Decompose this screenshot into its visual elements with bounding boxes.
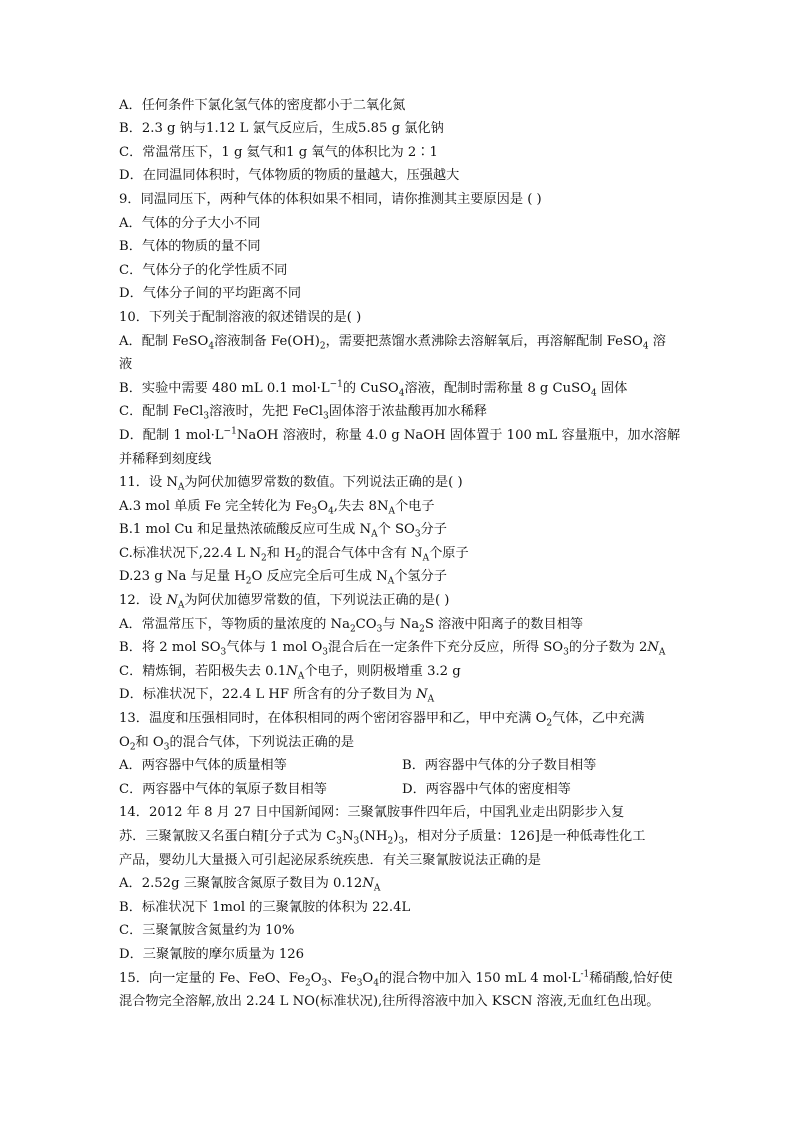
q9-option-b: B．气体的物质的量不同 xyxy=(119,239,261,254)
q9-option-d: D．气体分子间的平均距离不同 xyxy=(119,286,302,301)
q12-option-a: A．常温常压下，等物质的量浓度的 $Na_2CO_3$与 $Na_2S$ 溶液中阳离子的数目相等 xyxy=(119,617,584,635)
q10-option-b: B．实验中需要 480 mL 0.1 $mol\cdot L^{-1}$的 CuSO$_4$溶液，配制时需称量 8 g CuSO$_4$ 固体 xyxy=(119,379,628,399)
q8-option-d: D．在同温同体积时，气体物质的物质的量越大，压强越大 xyxy=(119,168,460,183)
q14-stem: 14．2012 年 8 月 27 日中国新闻网：三聚氰胺事件四年后，中国乳业走出阴影步入复 xyxy=(119,805,625,820)
q10-stem: 10．下列关于配制溶液的叙述错误的是( ) xyxy=(119,310,362,325)
q14-stem-line-2: 苏．三聚氰胺又名蛋白精[分子式为 $C_3N_3(NH_2)_3$，相对分子质量：126]是一种低毒性化工 xyxy=(119,829,646,847)
q13-option-d: D．两容器中气体的密度相等 xyxy=(402,782,571,797)
q9-option-a: A．气体的分子大小不同 xyxy=(119,216,261,231)
q11-stem: 11．设 $N_A$为阿伏加德罗常数的数值。下列说法正确的是( ) xyxy=(119,475,463,493)
q12-option-b: B．将 2 mol $SO_3$气体与 1 mol $O_3$混合后在一定条件下充分反应，所得 $SO_3$的分子数为 $2N_A$ xyxy=(119,640,666,658)
q13-option-a: A．两容器中气体的质量相等 xyxy=(119,758,287,773)
q10-option-d-continued: 并稀释到刻度线 xyxy=(119,452,212,467)
q10-option-a: A．配制 FeSO$_4$溶液制备 $Fe(OH)_2$，需要把蒸馏水煮沸除去溶解氧后，再溶解配制 FeSO$_4$ 溶 xyxy=(119,334,666,352)
q15-stem: 15．向一定量的 Fe、FeO、$Fe_2O_3$、$Fe_3O_4$的混合物中加入 150 mL 4 $mol\cdot L^{-1}$稀硝酸,恰好使 xyxy=(119,969,673,989)
q10-option-c: C．配制 FeCl$_3$溶液时，先把 FeCl$_3$固体溶于浓盐酸再加水稀释 xyxy=(119,404,487,422)
q14-option-a: A．2.52g 三聚氰胺含氮原子数目为 $0.12N_A$ xyxy=(119,876,381,894)
q11-option-b: B.1 mol Cu 和足量热浓硫酸反应可生成 $N_A$个 $SO_3$分子 xyxy=(119,522,447,540)
q8-option-a: A．任何条件下氯化氢气体的密度都小于二氧化氮 xyxy=(119,98,406,113)
q10-option-a-continued: 液 xyxy=(119,357,133,372)
q14-option-b: B．标准状况下 1mol 的三聚氰胺的体积为 22.4L xyxy=(119,900,411,915)
q13-option-c: C．两容器中气体的氧原子数目相等 xyxy=(119,782,327,797)
q12-option-d: D．标准状况下，22.4 L HF 所含有的分子数目为 $N_A$ xyxy=(119,687,435,705)
q9-stem: 9．同温同压下，两种气体的体积如果不相同，请你推测其主要原因是 ( ) xyxy=(119,192,542,207)
q12-option-c: C．精炼铜，若阳极失去 $0.1N_A$个电子，则阴极增重 3.2 g xyxy=(119,664,461,682)
q15-stem-continued: 混合物完全溶解,放出 2.24 L NO(标准状况),往所得溶液中加入 KSCN 溶液,无血红色出现。 xyxy=(119,994,660,1009)
q9-option-c: C．气体分子的化学性质不同 xyxy=(119,263,288,278)
q10-option-d: D．配制 1 $mol\cdot L^{-1}NaOH$ 溶液时，称量 4.0 g NaOH 固体置于 100 mL 容量瓶中，加水溶解 xyxy=(119,426,681,443)
q8-option-b: B．2.3 g 钠与1.12 L 氯气反应后，生成5.85 g 氯化钠 xyxy=(119,121,444,136)
q11-option-a: A.3 mol 单质 Fe 完全转化为 $Fe_3O_4$,失去 $8N_A$个电子 xyxy=(119,499,435,517)
q11-option-c: C.标准状况下,22.4 L $N_2$和 $H_2$的混合气体中含有 $N_A$个原子 xyxy=(119,546,469,564)
q11-option-d: D.23 g Na 与足量 $H_2O$ 反应完全后可生成 $N_A$个氢分子 xyxy=(119,569,447,587)
q8-option-c: C．常温常压下，1 g 氦气和1 g 氧气的体积比为 2∶1 xyxy=(119,145,438,160)
q13-option-b: B．两容器中气体的分子数目相等 xyxy=(402,758,597,773)
q14-option-c: C．三聚氰胺含氮量约为 10% xyxy=(119,923,295,938)
q13-stem-continued: $O_2$和 $O_3$的混合气体，下列说法正确的是 xyxy=(119,735,355,753)
q14-option-d: D．三聚氰胺的摩尔质量为 126 xyxy=(119,947,304,962)
q14-stem-line-3: 产品，婴幼儿大量摄入可引起泌尿系统疾患．有关三聚氰胺说法正确的是 xyxy=(119,853,541,868)
q12-stem: 12．设 $N_A$为阿伏加德罗常数的值，下列说法正确的是( ) xyxy=(119,593,450,611)
q13-stem: 13．温度和压强相同时，在体积相同的两个密闭容器甲和乙，甲中充满 $O_2$气体，乙中充满 xyxy=(119,711,645,729)
